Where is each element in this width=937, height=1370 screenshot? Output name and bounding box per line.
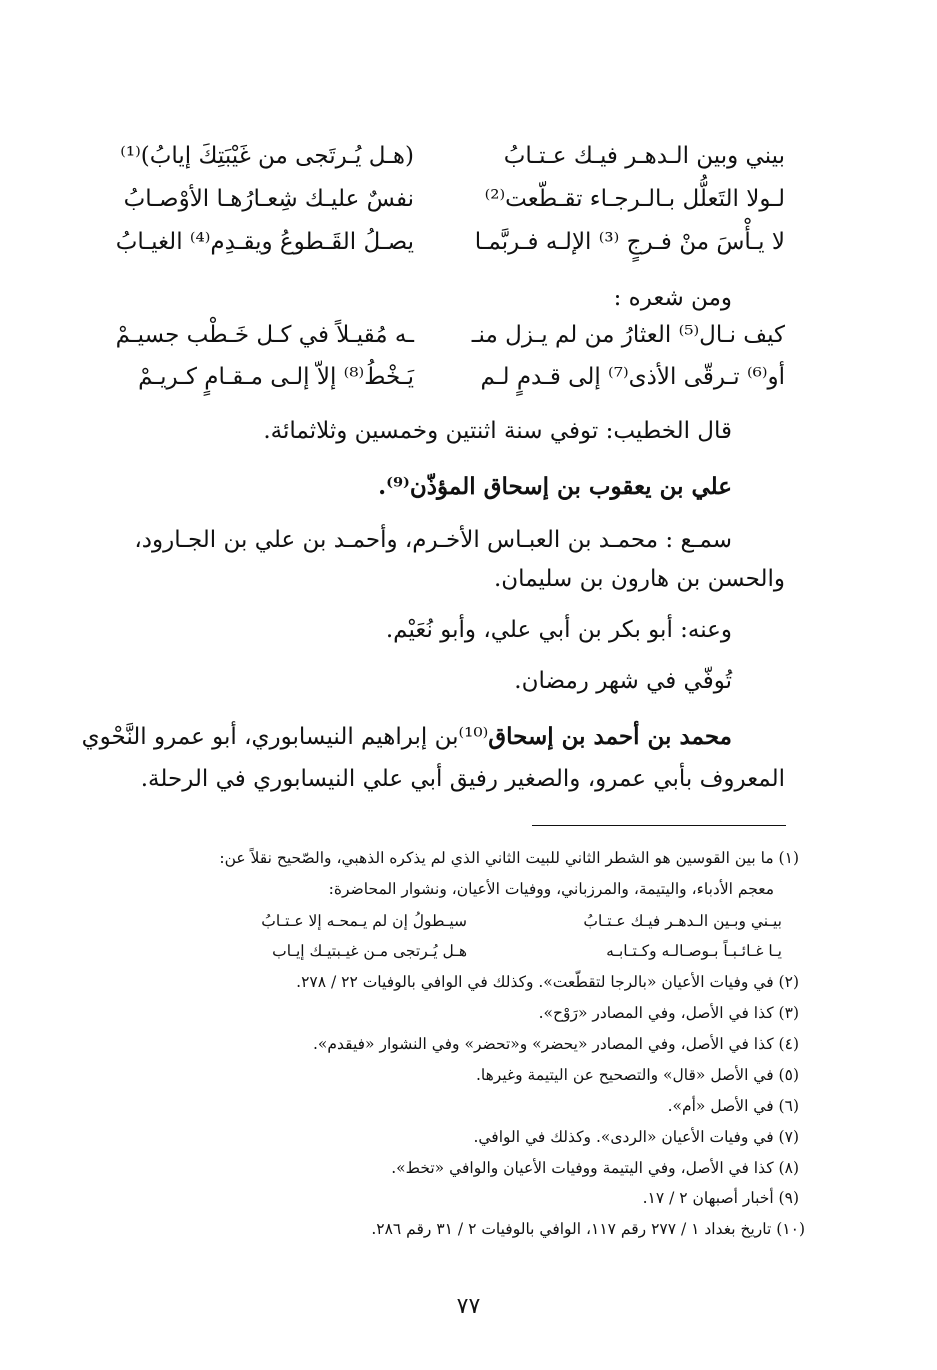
poem2-intro: ومن شعره :: [613, 285, 732, 311]
footnote-7: (٧) في وفيات الأعيان «الردى». وكذلك في الوافي.: [473, 1128, 799, 1146]
footnote-1-verse2-right: يـا غـائـبـاً بـوصـالـه وكـتـابـه: [606, 942, 782, 960]
footnote-4: (٤) كذا في الأصل، وفي المصادر «يحضر» و«تحضر» وفي النشوار «فيقدم».: [312, 1035, 799, 1053]
entry1-narrators: وعنه: أبو بكر بن أبي علي، وأبو نُعَيْم.: [385, 617, 732, 643]
entry1-death: تُوفّي في شهر رمضان.: [514, 668, 732, 694]
footnote-1-verse1-right: بيـني وبـين الـدهـر فيـك عـتـابُ: [583, 912, 782, 930]
poem1-verse1-right: بيني وبين الـدهـر فيـك عـتـابُ: [503, 143, 785, 169]
footnote-5: (٥) في الأصل «قال» والتصحيح عن اليتيمة وغيرها.: [475, 1066, 799, 1084]
footnote-1-verse2-left: هـل يُـرتجى مـن غيـبتيـك إيـاب: [272, 942, 467, 960]
footnote-3: (٣) كذا في الأصل، وفي المصادر «رَوْح».: [538, 1004, 799, 1022]
entry2-title: محمد بن أحمد بن إسحاق: [488, 723, 732, 750]
footnote-separator: [532, 825, 786, 826]
entry1-heard-line1: سمـع : محمـد بن العبـاس الأخـرم، وأحمـد بن علي بن الجـارود،: [134, 527, 732, 553]
poem1-verse3-right: لا يـأْسَ منْ فـرجٍ ⁽³⁾ الإلـه فـربَّمـا: [474, 229, 785, 255]
poem1-verse2-left: نفسٌ عليـك شِعـارُهـا الأوْصـابُ: [123, 186, 414, 212]
entry1-heard-line2: والحسن بن هارون بن سليمان.: [493, 566, 785, 592]
footnote-10: (١٠) تاريخ بغداد ١ / ٢٧٧ رقم ١١٧، الوافي بالوفيات ٢ / ٣١ رقم ٢٨٦.: [371, 1220, 805, 1238]
poem2-verse1-right: كيف نـال⁽⁵⁾ العثارُ من لم يـزل منـ: [471, 322, 785, 348]
poem1-verse2-right: لـولا التَعلُّل بـالـرجـاء تقـطّعت⁽²⁾: [484, 186, 785, 212]
footnote-6: (٦) في الأصل «أم».: [667, 1097, 799, 1115]
footnote-8: (٨) كذا في الأصل، وفي اليتيمة ووفيات الأعيان والوافي «تخط».: [391, 1159, 799, 1177]
page-number: ٧٧: [456, 1294, 481, 1319]
footnote-1-verse1-left: سيـطولُ إن لم يـمحـه إلا عـتـابُ: [261, 912, 467, 930]
footnote-2: (٢) في وفيات الأعيان «بالرجا لتقطّعت». وكذلك في الوافي بالوفيات ٢٢ / ٢٧٨.: [296, 973, 799, 991]
poem2-verse1-left: ـه مُقيـلاً في كـل خَـطْب جسيـمْ: [115, 322, 414, 348]
poem2-verse2-left: يَـخْطُ⁽⁸⁾ إلاّ إلـى مـقـامٍ كـريـمْ: [138, 364, 414, 390]
footnote-1-line2: معجم الأدباء، واليتيمة، والمرزباني، ووفيات الأعيان، ونشوار المحاضرة:: [328, 880, 774, 898]
entry2-line1-rest: ⁽¹⁰⁾بن إبراهيم النيسابوري، أبو عمرو النَّحْوي: [81, 724, 489, 750]
entry1-title: علي بن يعقوب بن إسحاق المؤذّن⁽⁹⁾.: [378, 473, 732, 500]
footnote-1-line1: (١) ما بين القوسين هو الشطر الثاني للبيت الثاني الذي لم يذكره الذهبي، والصّحيح نقلاً عن:: [219, 849, 799, 867]
poem1-verse3-left: يصـلُ القَـطوعُ ويقـدِم⁽⁴⁾ الغيـابُ: [115, 229, 414, 255]
poem1-verse1-left: (هـل يُـرتَجى من غَيْبَتِكَ إيابُ)⁽¹⁾: [120, 143, 414, 169]
entry2-line1: [82, 723, 732, 750]
poem2-verse2-right: أو⁽⁶⁾ تـرقّى الأذى⁽⁷⁾ إلى قـدمٍ لـم: [480, 364, 785, 390]
entry2-line2: المعروف بأبي عمرو، والصغير رفيق أبي علي النيسابوري في الرحلة.: [140, 766, 785, 792]
khatib-line: قال الخطيب: توفي سنة اثنتين وخمسين وثلاثمائة.: [263, 418, 732, 444]
footnote-9: (٩) أخبار أصبهان ٢ / ١٧.: [642, 1189, 799, 1207]
